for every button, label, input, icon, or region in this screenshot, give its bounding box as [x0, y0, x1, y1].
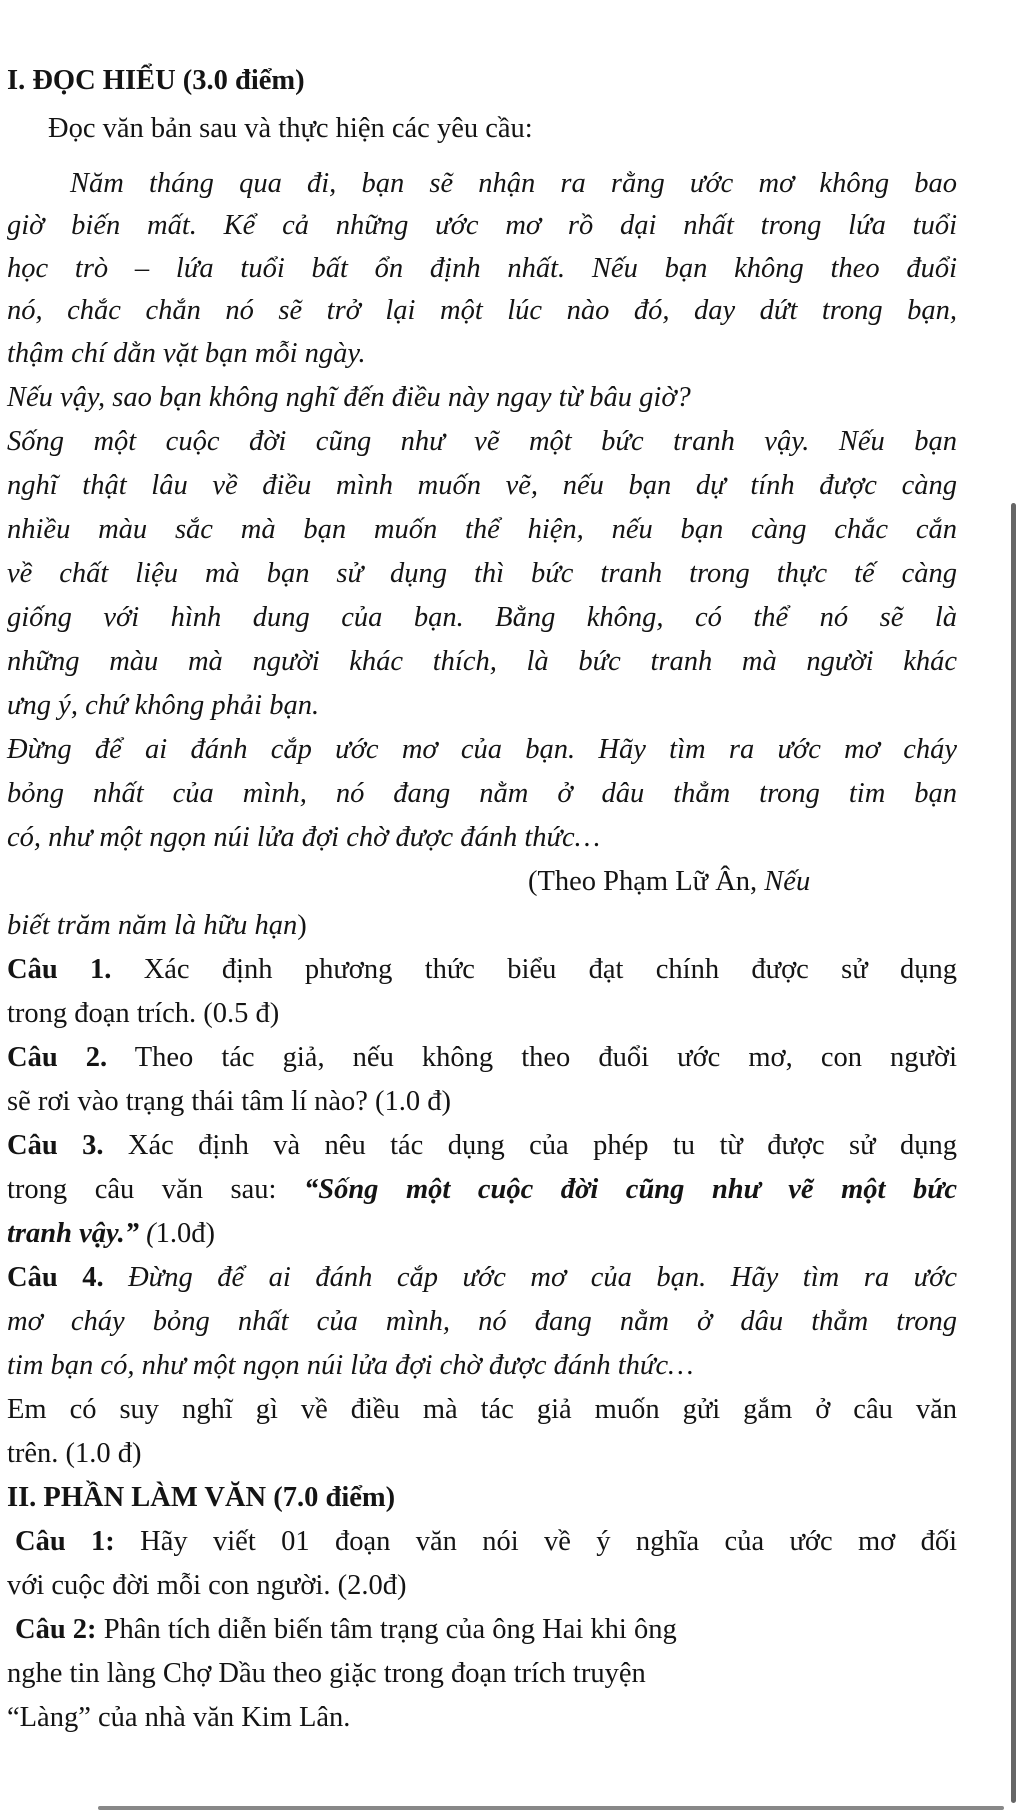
passage-line: có, như một ngọn núi lửa đợi chờ được đánh thức…: [7, 822, 601, 853]
quoted-sentence-end: tranh vậy.”: [7, 1218, 139, 1249]
passage-line: giờ biến mất. Kể cả những ước mơ rồ dại nhất trong lứa tuổi: [7, 210, 957, 241]
section-1-instruction: Đọc văn bản sau và thực hiện các yêu cầu:: [48, 113, 533, 144]
question-3-label: Câu 3.: [7, 1130, 104, 1161]
passage-line: thậm chí dằn vặt bạn mỗi ngày.: [7, 338, 366, 369]
question-2-label: Câu 2.: [7, 1042, 108, 1073]
passage-line: ưng ý, chứ không phải bạn.: [7, 690, 320, 721]
document-page: I. ĐỌC HIỂU (3.0 điểm) Đọc văn bản sau và thực hiện các yêu cầu: Năm tháng qua đi, bạn sẽ nhận ra rằng ước mơ không bao giờ biến mất. Kể cả những ước mơ rồ dại nhất trong lứa tuổi học trò – lứa tuổi bất ổn định nhất. Nếu bạn không theo đuổi nó, chắc chắn nó sẽ trở lại một lúc nào đó, day dứt trong bạn, thậm chí dằn vặt bạn mỗi ngày. Nếu vậy, sao bạn không nghĩ đến điều này ngay từ bâu giờ? Sống một cuộc đời cũng như vẽ một bức tranh vậy. Nếu bạn nghĩ thật lâu về điều mình muốn vẽ, nếu bạn dự tính được càng nhiều màu sắc mà bạn muốn thể hiện, nếu bạn càng chắc cắn về chất liệu mà bạn sử dụng thì bức tranh trong thực tế càng giống với hình dung của bạn. Bằng không, có thể nó sẽ là những màu mà người khác thích, là bức tranh mà người khác ưng ý, chứ không phải bạn. Đừng để ai đánh cắp ước mơ của bạn. Hãy tìm ra ước mơ cháy bỏng nhất của mình, nó đang nằm ở dâu thẳm trong tim bạn có, như một ngọn núi lửa đợi chờ được đánh thức… (Theo Phạm Lữ Ân, Nếu biết trăm năm là hữu hạn) Câu 1. Xác định phương thức biểu đạt chính được sử dụng trong đoạn trích. (0.5 đ) Câu 2. Theo tác giả, nếu không theo đuổi ước mơ, con người sẽ rơi vào trạng thái tâm lí nào? (1.0 đ) Câu 3. Xác định và nêu tác dụng của phép tu từ được sử dụng trong câu văn sau: “Sống một cuộc đời cũng như vẽ một bức tranh vậy.” (1.0đ) Câu 4. Đừng để ai đánh cắp ước mơ của bạn. Hãy tìm ra ước mơ cháy bỏng nhất của mình, nó đang nằm ở dâu thẳm trong tim bạn có, như một ngọn núi lửa đợi chờ được đánh thức… Em có suy nghĩ gì về điều mà tác giả muốn gửi gắm ở câu văn trên. (1.0 đ) II. PHẦN LÀM VĂN (7.0 điểm) Câu 1: Hãy viết 01 đoạn văn nói về ý nghĩa của ước mơ đối với cuộc đời mỗi con người. (2.0đ) Câu 2: Phân tích diễn biến tâm trạng của ông Hai khi ông nghe tin làng Chợ Dầu theo giặc trong đoạn trích truyện “Làng” của nhà văn Kim Lân.: [0, 0, 1024, 1820]
horizontal-scrollbar[interactable]: [98, 1806, 1004, 1810]
essay-question-2-label: Câu 2:: [15, 1614, 97, 1645]
passage-line: Sống một cuộc đời cũng như vẽ một bức tranh vậy. Nếu bạn: [7, 426, 957, 457]
passage-line: nghĩ thật lâu về điều mình muốn vẽ, nếu bạn dự tính được càng: [7, 470, 957, 501]
passage-line: Năm tháng qua đi, bạn sẽ nhận ra rằng ước mơ không bao: [70, 168, 957, 199]
passage-line: những màu mà người khác thích, là bức tranh mà người khác: [7, 646, 957, 677]
passage-source: (Theo Phạm Lữ Ân, Nếu: [528, 866, 811, 897]
section-1-heading: I. ĐỌC HIỂU (3.0 điểm): [7, 65, 305, 96]
passage-line: Nếu vậy, sao bạn không nghĩ đến điều này ngay từ bâu giờ?: [7, 382, 691, 413]
question-1-label: Câu 1.: [7, 954, 112, 985]
passage-line: nó, chắc chắn nó sẽ trở lại một lúc nào đó, day dứt trong bạn,: [7, 295, 957, 326]
passage-line: nhiều màu sắc mà bạn muốn thể hiện, nếu bạn càng chắc cắn: [7, 514, 957, 545]
passage-line: bỏng nhất của mình, nó đang nằm ở dâu thẳm trong tim bạn: [7, 778, 957, 809]
book-title-part-1: Nếu: [764, 866, 811, 897]
passage-line: học trò – lứa tuổi bất ổn định nhất. Nếu bạn không theo đuổi: [7, 253, 957, 284]
passage-line: về chất liệu mà bạn sử dụng thì bức tranh trong thực tế càng: [7, 558, 957, 589]
essay-question-1-label: Câu 1:: [15, 1526, 115, 1557]
quoted-sentence: “Sống một cuộc đời cũng như vẽ một bức: [303, 1174, 957, 1205]
vertical-scrollbar[interactable]: [1011, 503, 1016, 1803]
passage-source-continued: biết trăm năm là hữu hạn): [7, 910, 307, 941]
question-4-label: Câu 4.: [7, 1262, 104, 1293]
passage-line: giống với hình dung của bạn. Bằng không, có thể nó sẽ là: [7, 602, 957, 633]
section-2-heading: II. PHẦN LÀM VĂN (7.0 điểm): [7, 1482, 396, 1513]
passage-line: Đừng để ai đánh cắp ước mơ của bạn. Hãy tìm ra ước mơ cháy: [7, 734, 957, 765]
book-title-part-2: biết trăm năm là hữu hạn: [7, 910, 298, 941]
